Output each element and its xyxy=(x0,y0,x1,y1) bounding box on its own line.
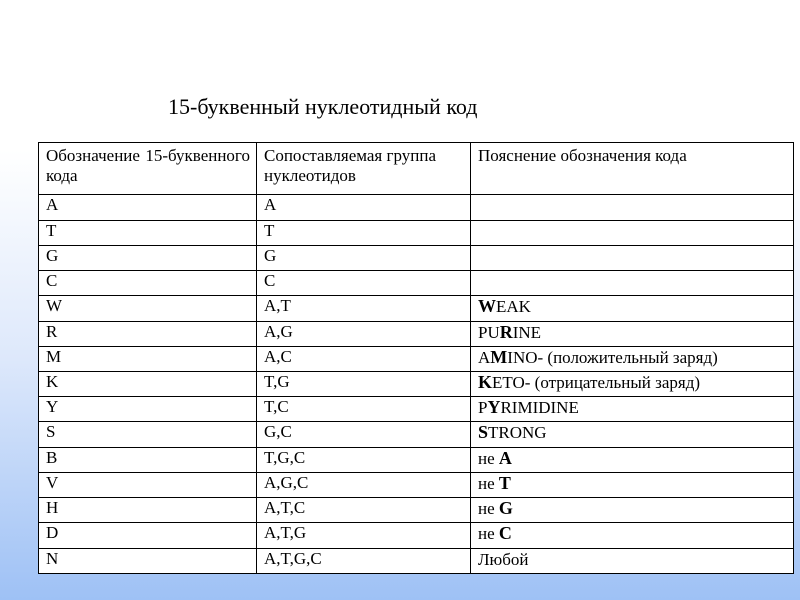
group-cell: A,G xyxy=(257,321,471,346)
table-row xyxy=(39,245,794,270)
explanation-cell xyxy=(471,321,794,346)
code-cell: T xyxy=(39,220,257,245)
group-cell: A,C xyxy=(257,346,471,371)
code-cell: C xyxy=(39,271,257,296)
table-header-row xyxy=(39,143,794,195)
group-cell: T xyxy=(257,220,471,245)
explanation-highlight: A xyxy=(498,447,512,468)
group-cell: A,G,C xyxy=(257,472,471,497)
explanation-cell xyxy=(471,422,794,447)
explanation-cell xyxy=(471,498,794,523)
group-cell: G,C xyxy=(257,422,471,447)
page-title: 15-буквенный нуклеотидный код xyxy=(168,94,478,119)
code-cell: H xyxy=(39,498,257,523)
group-cell: C xyxy=(257,271,471,296)
code-cell: N xyxy=(39,548,257,573)
code-cell: K xyxy=(39,372,257,397)
explanation-rest: INE xyxy=(512,322,542,342)
code-cell: D xyxy=(39,523,257,548)
explanation-cell xyxy=(471,472,794,497)
explanation-cell xyxy=(471,523,794,548)
group-cell: T,G xyxy=(257,372,471,397)
code-cell: B xyxy=(39,447,257,472)
explanation-cell xyxy=(471,548,794,573)
group-cell: A xyxy=(257,195,471,220)
explanation-prefix: не xyxy=(478,524,499,544)
group-cell: T,G,C xyxy=(257,447,471,472)
explanation-highlight: S xyxy=(478,422,489,443)
explanation-prefix: PU xyxy=(478,322,500,342)
table-row xyxy=(39,296,794,321)
explanation-prefix: A xyxy=(478,347,491,367)
explanation-cell xyxy=(471,372,794,397)
explanation-cell xyxy=(471,346,794,371)
group-cell: G xyxy=(257,245,471,270)
explanation-rest: EAK xyxy=(496,297,531,317)
header-group: Сопоставляемая группа нуклеотидов xyxy=(257,143,471,195)
code-cell: Y xyxy=(39,397,257,422)
explanation-rest: ETO- (отрицательный заряд) xyxy=(492,373,701,393)
explanation-prefix: не xyxy=(478,499,499,519)
code-cell: S xyxy=(39,422,257,447)
group-cell: T,C xyxy=(257,397,471,422)
code-cell: V xyxy=(39,472,257,497)
explanation-highlight: Y xyxy=(487,397,501,418)
code-cell: W xyxy=(39,296,257,321)
explanation-cell xyxy=(471,220,794,245)
explanation-rest: Любой xyxy=(478,549,529,569)
explanation-prefix: не xyxy=(478,473,499,493)
group-cell: A,T,G xyxy=(257,523,471,548)
group-cell: A,T,C xyxy=(257,498,471,523)
header-explanation: Пояснение обозначения кода xyxy=(471,143,794,195)
explanation-highlight: M xyxy=(490,346,508,367)
explanation-highlight: K xyxy=(478,372,493,393)
table-row xyxy=(39,523,794,548)
table-row xyxy=(39,220,794,245)
explanation-cell xyxy=(471,245,794,270)
table-row xyxy=(39,422,794,447)
explanation-highlight: T xyxy=(498,472,511,493)
nucleotide-code-table xyxy=(38,142,794,574)
table-row xyxy=(39,271,794,296)
explanation-cell xyxy=(471,195,794,220)
table-row xyxy=(39,498,794,523)
code-cell: G xyxy=(39,245,257,270)
explanation-cell xyxy=(471,397,794,422)
explanation-rest: RIMIDINE xyxy=(500,398,579,418)
explanation-prefix: не xyxy=(478,448,499,468)
group-cell: A,T xyxy=(257,296,471,321)
explanation-highlight: R xyxy=(499,321,513,342)
explanation-cell xyxy=(471,447,794,472)
table-row xyxy=(39,397,794,422)
explanation-highlight: G xyxy=(498,498,513,519)
code-cell: M xyxy=(39,346,257,371)
header-code xyxy=(39,143,257,195)
explanation-cell xyxy=(471,271,794,296)
table-row xyxy=(39,372,794,397)
group-cell: A,T,G,C xyxy=(257,548,471,573)
explanation-prefix: P xyxy=(478,398,488,418)
table-row xyxy=(39,195,794,220)
explanation-rest: TRONG xyxy=(488,423,547,443)
explanation-highlight: C xyxy=(498,523,512,544)
table-row xyxy=(39,548,794,573)
explanation-highlight: W xyxy=(478,296,496,317)
table-row xyxy=(39,447,794,472)
explanation-rest: INO- (положительный заряд) xyxy=(507,347,718,367)
table-row xyxy=(39,321,794,346)
table-row xyxy=(39,346,794,371)
table-row xyxy=(39,472,794,497)
code-cell: A xyxy=(39,195,257,220)
header-code-label: Обозначение 15-буквенного кода xyxy=(46,146,250,185)
code-cell: R xyxy=(39,321,257,346)
explanation-cell xyxy=(471,296,794,321)
